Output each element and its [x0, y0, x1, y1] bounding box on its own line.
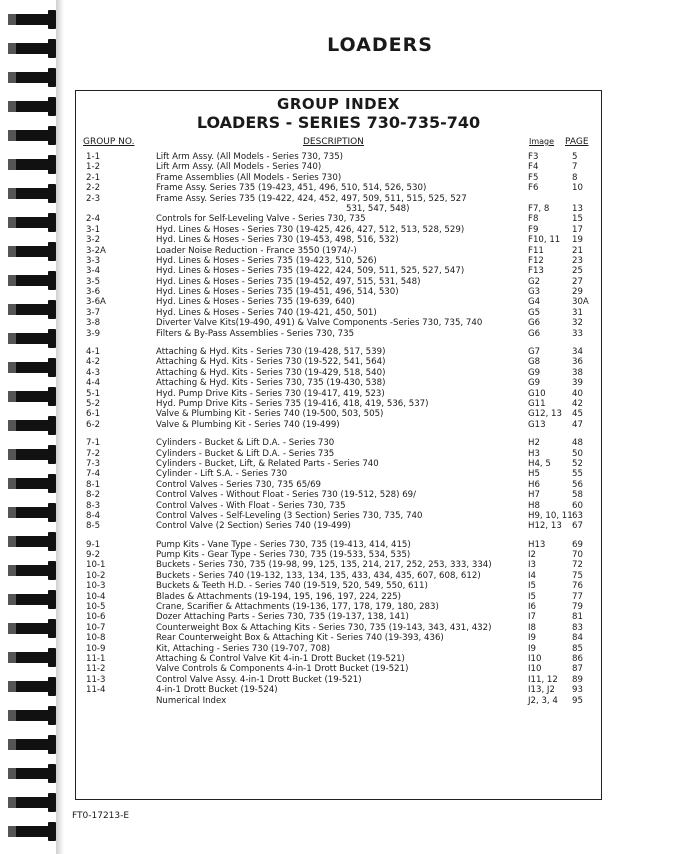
- index-row: [76, 204, 601, 214]
- row-image: I8: [528, 622, 537, 633]
- row-page: 10: [572, 183, 583, 194]
- row-group-no: 10-3: [86, 581, 106, 592]
- page-title: LOADERS: [327, 34, 433, 56]
- row-page: 47: [572, 419, 583, 430]
- row-description: Buckets - Series 730, 735 (19-98, 99, 125, 135, 214, 217, 252, 253, 333, 334): [156, 560, 492, 571]
- row-image: G4: [528, 297, 541, 308]
- binding-ring: [8, 14, 50, 25]
- row-description: Dozer Attaching Parts - Series 730, 735 (19-137, 138, 141): [156, 612, 409, 623]
- index-row: [76, 623, 601, 633]
- row-image: H3: [528, 448, 540, 459]
- index-row: [76, 347, 601, 357]
- index-row: [76, 287, 601, 297]
- row-page: 21: [572, 245, 583, 256]
- row-image: H6: [528, 479, 540, 490]
- row-description: Attaching & Control Valve Kit 4-in-1 Drott Bucket (19-521): [156, 653, 405, 664]
- row-group-no: 3-7: [86, 307, 101, 318]
- index-row: [76, 277, 601, 287]
- row-description: Attaching & Hyd. Kits - Series 730 (19-429, 518, 540): [156, 367, 386, 378]
- row-page: 85: [572, 643, 583, 654]
- index-row: [76, 602, 601, 612]
- row-description: Lift Arm Assy. (All Models - Series 740): [156, 162, 322, 173]
- index-row: [76, 560, 601, 570]
- row-image: F11: [528, 245, 544, 256]
- row-page: 69: [572, 539, 583, 550]
- row-group-no: 4-3: [86, 367, 101, 378]
- row-group-no: 2-3: [86, 193, 101, 204]
- row-description: Hyd. Lines & Hoses - Series 730 (19-453, 498, 516, 532): [156, 235, 399, 246]
- row-image: G7: [528, 347, 541, 358]
- row-group-no: 5-1: [86, 388, 101, 399]
- row-group-no: 11-2: [86, 664, 106, 675]
- index-row: [76, 592, 601, 602]
- index-row: [76, 696, 601, 706]
- row-group-no: 3-2: [86, 235, 101, 246]
- row-description: Filters & By-Pass Assemblies - Series 730, 735: [156, 328, 355, 339]
- binding-ring: [8, 594, 50, 605]
- binding-ring: [8, 478, 50, 489]
- row-page: 31: [572, 307, 583, 318]
- row-description: Hyd. Lines & Hoses - Series 735 (19-422, 424, 509, 511, 525, 527, 547): [156, 266, 465, 277]
- binding-ring: [8, 768, 50, 779]
- series-title: LOADERS - SERIES 730-735-740: [196, 113, 481, 132]
- index-row: [76, 420, 601, 430]
- row-description: Rear Counterweight Box & Attaching Kit - Series 740 (19-393, 436): [156, 633, 444, 644]
- row-group-no: 10-5: [86, 602, 106, 613]
- row-description: Cylinders - Bucket, Lift, & Related Parts - Series 740: [156, 458, 379, 469]
- column-headers: [76, 137, 601, 151]
- row-page: 33: [572, 328, 583, 339]
- index-row: [76, 675, 601, 685]
- row-description: Hyd. Lines & Hoses - Series 735 (19-452, 497, 515, 531, 548): [156, 276, 421, 287]
- row-description: Cylinders - Bucket & Lift D.A. - Series 735: [156, 448, 335, 459]
- row-image: H9, 10, 11: [528, 510, 573, 521]
- row-group-no: 10-1: [86, 560, 106, 571]
- row-description: Pump Kits - Gear Type - Series 730, 735 (19-533, 534, 535): [156, 550, 411, 561]
- row-group-no: 10-4: [86, 591, 106, 602]
- index-row: [76, 378, 601, 388]
- index-row: [76, 438, 601, 448]
- index-row: [76, 368, 601, 378]
- row-image: I9: [528, 633, 537, 644]
- row-group-no: 10-6: [86, 612, 106, 623]
- row-image: G6: [528, 318, 541, 329]
- row-page: 93: [572, 685, 583, 696]
- row-page: 13: [572, 203, 583, 214]
- row-image: I10: [528, 653, 542, 664]
- row-page: 27: [572, 276, 583, 287]
- index-row: [76, 152, 601, 162]
- row-image: F4: [528, 162, 539, 173]
- binding-ring: [8, 623, 50, 634]
- row-image: F8: [528, 214, 539, 225]
- header-group-no: GROUP NO.: [83, 137, 135, 147]
- spine-shadow: [56, 0, 64, 854]
- row-image: I10: [528, 664, 542, 675]
- row-group-no: 3-1: [86, 224, 101, 235]
- row-image: I11, 12: [528, 674, 558, 685]
- row-group-no: 4-4: [86, 378, 101, 389]
- row-group-no: 7-2: [86, 448, 101, 459]
- row-description: Attaching & Hyd. Kits - Series 730, 735 (19-430, 538): [156, 378, 386, 389]
- row-image: F6: [528, 183, 539, 194]
- row-group-no: 3-8: [86, 318, 101, 329]
- row-image: G5: [528, 307, 541, 318]
- row-group-no: 8-5: [86, 521, 101, 532]
- binding-ring: [8, 101, 50, 112]
- row-description: Counterweight Box & Attaching Kits - Series 730, 735 (19-143, 343, 431, 432): [156, 622, 492, 633]
- row-page: 87: [572, 664, 583, 675]
- row-page: 89: [572, 674, 583, 685]
- row-image: G11: [528, 398, 546, 409]
- index-row: [76, 633, 601, 643]
- row-page: 32: [572, 318, 583, 329]
- row-description: Valve & Plumbing Kit - Series 740 (19-499): [156, 419, 340, 430]
- row-image: G3: [528, 287, 541, 298]
- row-page: 70: [572, 550, 583, 561]
- row-image: F9: [528, 224, 539, 235]
- header-description: DESCRIPTION: [303, 137, 364, 147]
- row-image: H13: [528, 539, 546, 550]
- binding-ring: [8, 333, 50, 344]
- row-page: 34: [572, 347, 583, 358]
- row-page: 42: [572, 398, 583, 409]
- row-group-no: 1-2: [86, 162, 101, 173]
- index-row: [76, 664, 601, 674]
- row-group-no: 2-4: [86, 214, 101, 225]
- row-group-no: 10-2: [86, 570, 106, 581]
- row-image: I13, J2: [528, 685, 555, 696]
- row-description: Crane, Scarifier & Attachments (19-136, 177, 178, 179, 180, 283): [156, 602, 439, 613]
- row-image: H8: [528, 500, 540, 511]
- binding-ring: [8, 217, 50, 228]
- row-page: 25: [572, 266, 583, 277]
- row-description: Hyd. Pump Drive Kits - Series 735 (19-416, 418, 419, 536, 537): [156, 398, 429, 409]
- row-page: 76: [572, 581, 583, 592]
- index-row: [76, 357, 601, 367]
- binding-ring: [8, 449, 50, 460]
- row-description: 531, 547, 548): [346, 203, 410, 214]
- row-page: 15: [572, 214, 583, 225]
- row-description: Hyd. Pump Drive Kits - Series 730 (19-417, 419, 523): [156, 388, 385, 399]
- index-row: [76, 246, 601, 256]
- index-row: [76, 501, 601, 511]
- row-description: Control Valves - Series 730, 735 65/69: [156, 479, 322, 490]
- row-image: H4, 5: [528, 458, 551, 469]
- row-image: G12, 13: [528, 409, 562, 420]
- binding-ring: [8, 681, 50, 692]
- row-page: 36: [572, 357, 583, 368]
- row-page: 55: [572, 469, 583, 480]
- row-description: Control Valves - Self-Leveling (3 Section) Series 730, 735, 740: [156, 510, 423, 521]
- row-page: 83: [572, 622, 583, 633]
- index-row: [76, 612, 601, 622]
- row-image: I2: [528, 550, 537, 561]
- index-row: [76, 685, 601, 695]
- row-page: 39: [572, 378, 583, 389]
- row-description: Valve & Plumbing Kit - Series 740 (19-500, 503, 505): [156, 409, 384, 420]
- binding-ring: [8, 188, 50, 199]
- index-row: [76, 266, 601, 276]
- row-group-no: 3-4: [86, 266, 101, 277]
- binding-ring: [8, 304, 50, 315]
- row-image: F3: [528, 152, 539, 162]
- index-row: [76, 183, 601, 193]
- row-description: Cylinders - Bucket & Lift D.A. - Series 730: [156, 438, 335, 449]
- row-group-no: 2-1: [86, 172, 101, 183]
- row-description: Buckets - Series 740 (19-132, 133, 134, 135, 433, 434, 435, 607, 608, 612): [156, 570, 481, 581]
- index-row: [76, 308, 601, 318]
- index-row: [76, 194, 601, 204]
- group-index-panel: [75, 90, 602, 800]
- row-image: G9: [528, 367, 541, 378]
- row-group-no: 8-3: [86, 500, 101, 511]
- binding-ring: [8, 797, 50, 808]
- row-page: 40: [572, 388, 583, 399]
- row-image: F12: [528, 255, 544, 266]
- row-group-no: 10-8: [86, 633, 106, 644]
- binding-ring: [8, 159, 50, 170]
- row-image: I6: [528, 602, 537, 613]
- row-description: Control Valves - With Float - Series 730, 735: [156, 500, 346, 511]
- binding-ring: [8, 275, 50, 286]
- header-page: PAGE: [565, 137, 589, 147]
- row-image: F7, 8: [528, 203, 550, 214]
- row-image: H7: [528, 490, 540, 501]
- index-row: [76, 540, 601, 550]
- row-group-no: 11-3: [86, 674, 106, 685]
- row-image: H12, 13: [528, 521, 562, 532]
- index-row: [76, 521, 601, 531]
- row-image: J2, 3, 4: [528, 695, 558, 706]
- row-page: 52: [572, 458, 583, 469]
- row-group-no: 6-1: [86, 409, 101, 420]
- index-row: [76, 318, 601, 328]
- index-row: [76, 409, 601, 419]
- row-group-no: 9-2: [86, 550, 101, 561]
- binding-ring: [8, 739, 50, 750]
- row-group-no: 3-6A: [86, 297, 106, 308]
- row-description: Controls for Self-Leveling Valve - Series 730, 735: [156, 214, 366, 225]
- index-row: [76, 480, 601, 490]
- index-row: [76, 173, 601, 183]
- row-description: 4-in-1 Drott Bucket (19-524): [156, 685, 278, 696]
- row-description: Valve Controls & Components 4-in-1 Drott Bucket (19-521): [156, 664, 409, 675]
- index-row: [76, 235, 601, 245]
- index-row: [76, 162, 601, 172]
- index-row: [76, 256, 601, 266]
- row-description: Hyd. Lines & Hoses - Series 735 (19-639, 640): [156, 297, 355, 308]
- index-row: [76, 581, 601, 591]
- row-page: 75: [572, 570, 583, 581]
- row-page: 81: [572, 612, 583, 623]
- row-group-no: 6-2: [86, 419, 101, 430]
- row-page: 95: [572, 695, 583, 706]
- row-group-no: 8-2: [86, 490, 101, 501]
- row-group-no: 1-1: [86, 152, 101, 162]
- row-image: G6: [528, 328, 541, 339]
- row-group-no: 3-3: [86, 255, 101, 266]
- row-description: Hyd. Lines & Hoses - Series 730 (19-425, 426, 427, 512, 513, 528, 529): [156, 224, 465, 235]
- row-description: Buckets & Teeth H.D. - Series 740 (19-519, 520, 549, 550, 611): [156, 581, 428, 592]
- index-row: [76, 214, 601, 224]
- row-group-no: 7-3: [86, 458, 101, 469]
- row-group-no: 9-1: [86, 539, 101, 550]
- index-row: [76, 571, 601, 581]
- row-image: G9: [528, 378, 541, 389]
- index-row: [76, 449, 601, 459]
- footer-code: FT0-17213-E: [72, 811, 130, 821]
- row-description: Hyd. Lines & Hoses - Series 740 (19-421, 450, 501): [156, 307, 377, 318]
- row-image: F13: [528, 266, 544, 277]
- row-description: Control Valves - Without Float - Series 730 (19-512, 528) 69/: [156, 490, 417, 501]
- row-page: 77: [572, 591, 583, 602]
- row-image: I9: [528, 643, 537, 654]
- row-description: Cylinder - Lift S.A. - Series 730: [156, 469, 288, 480]
- row-page: 86: [572, 653, 583, 664]
- binding-ring: [8, 391, 50, 402]
- row-page: 5: [572, 152, 578, 162]
- row-image: H2: [528, 438, 540, 449]
- binding-ring: [8, 710, 50, 721]
- binding-ring: [8, 43, 50, 54]
- row-page: 63: [572, 510, 583, 521]
- binding-ring: [8, 420, 50, 431]
- row-description: Blades & Attachments (19-194, 195, 196, 197, 224, 225): [156, 591, 401, 602]
- row-group-no: 3-2A: [86, 245, 106, 256]
- index-row: [76, 297, 601, 307]
- row-page: 67: [572, 521, 583, 532]
- index-row: [76, 399, 601, 409]
- row-description: Loader Noise Reduction - France 3550 (1974/-): [156, 245, 357, 256]
- row-page: 7: [572, 162, 578, 173]
- row-page: 38: [572, 367, 583, 378]
- row-description: Diverter Valve Kits(19-490, 491) & Valve Components -Series 730, 735, 740: [156, 318, 483, 329]
- index-row: [76, 644, 601, 654]
- spiral-binding: [0, 0, 62, 854]
- index-row: [76, 225, 601, 235]
- row-description: Attaching & Hyd. Kits - Series 730 (19-522, 541, 564): [156, 357, 386, 368]
- row-description: Frame Assy. Series 735 (19-423, 451, 496, 510, 514, 526, 530): [156, 183, 427, 194]
- binding-ring: [8, 507, 50, 518]
- binding-ring: [8, 565, 50, 576]
- row-page: 17: [572, 224, 583, 235]
- row-page: 45: [572, 409, 583, 420]
- row-description: Numerical Index: [156, 695, 227, 706]
- row-page: 50: [572, 448, 583, 459]
- binding-ring: [8, 362, 50, 373]
- index-row: [76, 654, 601, 664]
- row-image: F5: [528, 172, 539, 183]
- row-description: Frame Assy. Series 735 (19-422, 424, 452, 497, 509, 511, 515, 525, 527: [156, 193, 467, 204]
- row-page: 72: [572, 560, 583, 571]
- group-index-title: GROUP INDEX: [277, 95, 400, 113]
- row-description: Kit, Attaching - Series 730 (19-707, 708): [156, 643, 330, 654]
- binding-ring: [8, 652, 50, 663]
- row-page: 30A: [572, 297, 589, 308]
- row-image: I5: [528, 591, 537, 602]
- index-row: [76, 329, 601, 339]
- index-row: [76, 459, 601, 469]
- row-group-no: 7-1: [86, 438, 101, 449]
- binding-ring: [8, 826, 50, 837]
- row-group-no: 3-9: [86, 328, 101, 339]
- row-page: 56: [572, 479, 583, 490]
- row-group-no: 8-1: [86, 479, 101, 490]
- row-page: 58: [572, 490, 583, 501]
- header-image: Image: [529, 137, 555, 146]
- row-group-no: 10-7: [86, 622, 106, 633]
- row-group-no: 8-4: [86, 510, 101, 521]
- row-image: F10, 11: [528, 235, 561, 246]
- row-group-no: 11-1: [86, 653, 106, 664]
- row-image: H5: [528, 469, 540, 480]
- row-group-no: 5-2: [86, 398, 101, 409]
- row-page: 48: [572, 438, 583, 449]
- row-group-no: 4-1: [86, 347, 101, 358]
- row-description: Hyd. Lines & Hoses - Series 735 (19-423, 510, 526): [156, 255, 377, 266]
- index-rows: [76, 152, 601, 706]
- row-page: 23: [572, 255, 583, 266]
- row-description: Pump Kits - Vane Type - Series 730, 735 (19-413, 414, 415): [156, 539, 411, 550]
- row-group-no: 11-4: [86, 685, 106, 696]
- binding-ring: [8, 130, 50, 141]
- row-image: G2: [528, 276, 541, 287]
- row-image: I4: [528, 570, 537, 581]
- row-page: 84: [572, 633, 583, 644]
- row-description: Attaching & Hyd. Kits - Series 730 (19-428, 517, 539): [156, 347, 386, 358]
- row-image: G13: [528, 419, 546, 430]
- binding-ring: [8, 72, 50, 83]
- index-row: [76, 469, 601, 479]
- row-description: Frame Assemblies (All Models - Series 730): [156, 172, 342, 183]
- row-group-no: 3-5: [86, 276, 101, 287]
- row-group-no: 4-2: [86, 357, 101, 368]
- row-group-no: 3-6: [86, 287, 101, 298]
- index-row: [76, 490, 601, 500]
- binding-ring: [8, 246, 50, 257]
- row-description: Lift Arm Assy. (All Models - Series 730, 735): [156, 152, 344, 162]
- row-group-no: 2-2: [86, 183, 101, 194]
- row-group-no: 10-9: [86, 643, 106, 654]
- index-row: [76, 511, 601, 521]
- row-image: I7: [528, 612, 537, 623]
- row-image: I5: [528, 581, 537, 592]
- row-page: 60: [572, 500, 583, 511]
- row-group-no: 7-4: [86, 469, 101, 480]
- row-page: 79: [572, 602, 583, 613]
- row-description: Control Valve (2 Section) Series 740 (19-499): [156, 521, 351, 532]
- row-image: G10: [528, 388, 546, 399]
- binding-ring: [8, 536, 50, 547]
- row-description: Control Valve Assy. 4-in-1 Drott Bucket (19-521): [156, 674, 362, 685]
- row-image: I3: [528, 560, 537, 571]
- row-image: G8: [528, 357, 541, 368]
- row-page: 29: [572, 287, 583, 298]
- row-description: Hyd. Lines & Hoses - Series 735 (19-451, 496, 514, 530): [156, 287, 399, 298]
- row-page: 8: [572, 172, 578, 183]
- index-row: [76, 550, 601, 560]
- row-page: 19: [572, 235, 583, 246]
- index-row: [76, 389, 601, 399]
